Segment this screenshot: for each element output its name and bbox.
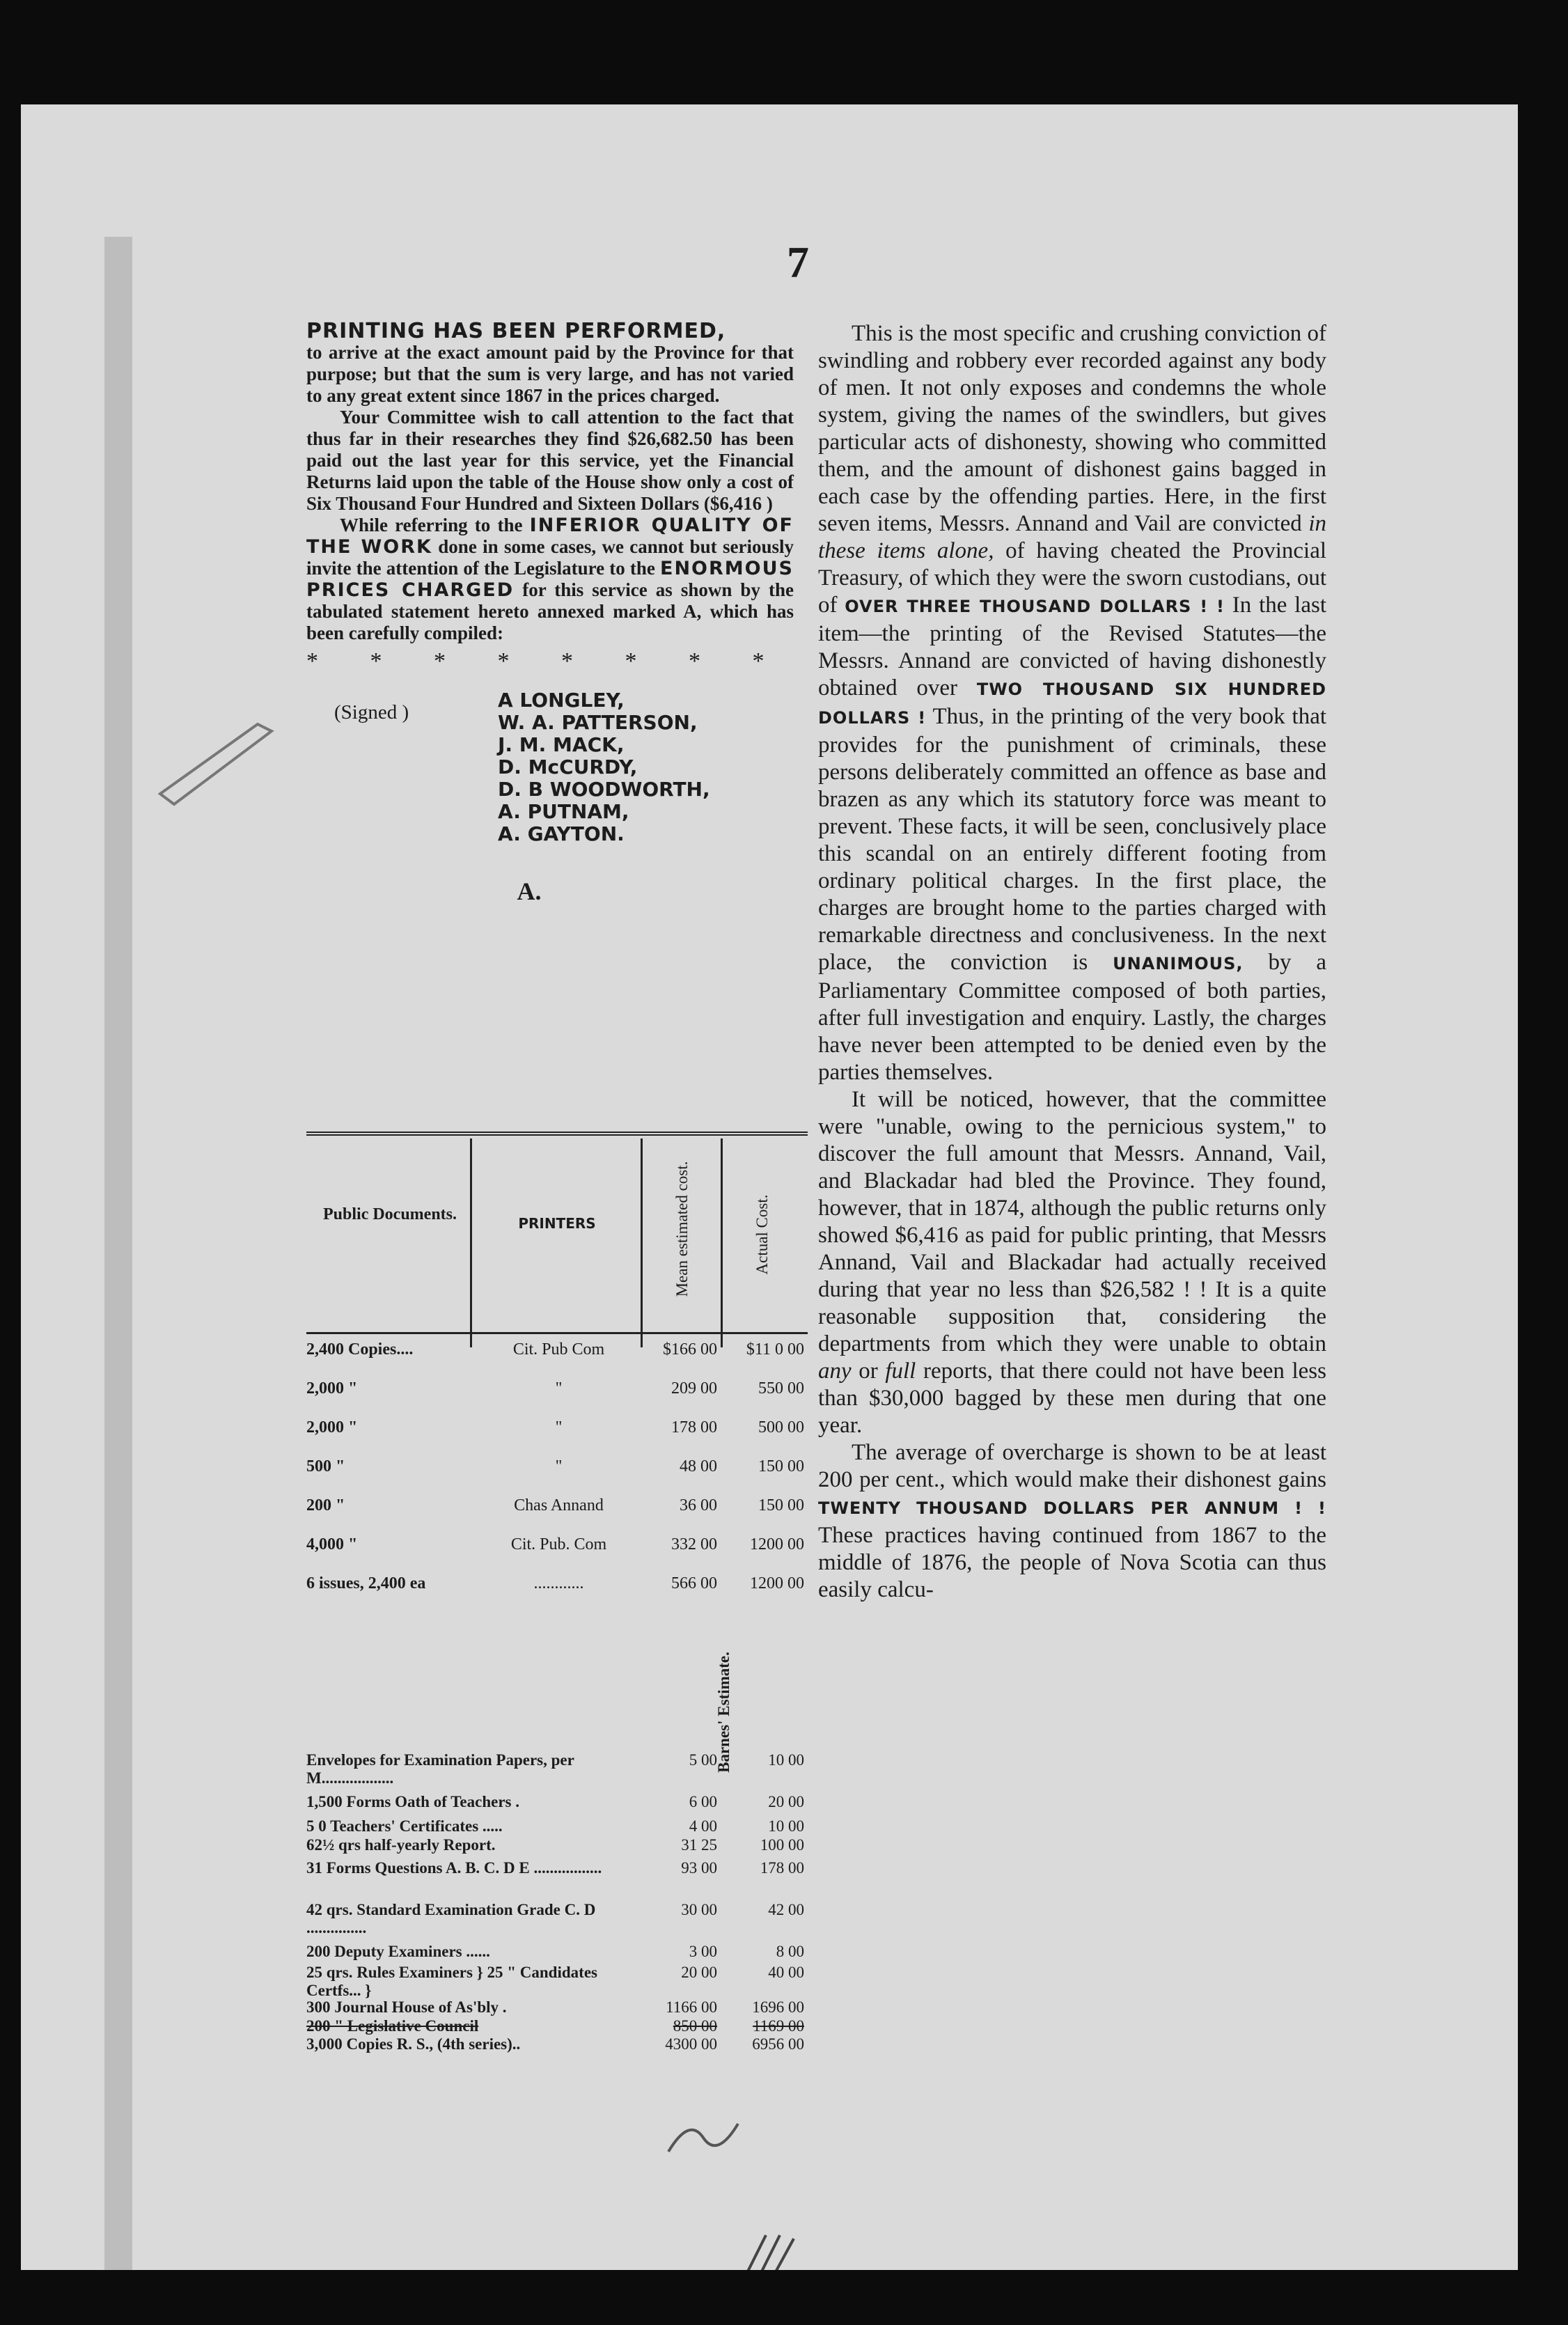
cell-estimated: 3 00: [689, 1943, 717, 1960]
table-top-rule: [306, 1132, 808, 1140]
cell-item: 3,000 Copies R. S., (4th series)..: [306, 2035, 521, 2053]
cell-printer: ": [555, 1457, 563, 1475]
enormous-prices-caps: ENORMOUS PRICES CHARGED: [306, 558, 794, 601]
p2-italic-full: full: [885, 1359, 916, 1384]
cell-document: 2,400 Copies....: [306, 1340, 414, 1359]
pencil-mark: [153, 710, 292, 808]
cell-actual: 10 00: [768, 1817, 804, 1835]
signer-name: J. M. MACK,: [498, 733, 625, 756]
table-row: [306, 1457, 808, 1485]
para3-text-c: for this service as shown by the tabulated statement hereto annexed marked A, which has been carefully compiled:: [306, 579, 794, 643]
cell-estimated: 6 00: [689, 1793, 717, 1810]
cell-item: 200 Deputy Examiners ......: [306, 1943, 490, 1960]
cell-estimated: 20 00: [681, 1964, 717, 1981]
inferior-quality-caps: INFERIOR QUALITY OF THE WORK: [306, 515, 794, 558]
cell-document: 2,000 ": [306, 1379, 358, 1398]
left-paragraph-1: to arrive at the exact amount paid by the Province for that purpose; but that the sum is very large, and has not varied to any great extent since 1867 in the prices charged.: [306, 342, 794, 406]
ink-scribble: [738, 2228, 808, 2270]
ink-scribble: [661, 2110, 745, 2166]
p1-text-b: of having cheated the Provincial Treasury, of which they were the sworn custodians, out of: [818, 538, 1327, 618]
p3-text-b: These practices having continued from 1867 to the middle of 1876, the people of Nova Scotia can thus easily calcu-: [818, 1523, 1326, 1602]
cell-item: 31 Forms Questions A. B. C. D E .................: [306, 1859, 602, 1877]
cell-actual: 1200 00: [750, 1535, 804, 1553]
schedule-letter: A.: [517, 877, 542, 905]
cell-actual: 6956 00: [752, 2035, 804, 2053]
schedule-a-table: [306, 1132, 808, 2058]
cell-estimated: 566 00: [671, 1574, 717, 1592]
cell-actual: 8 00: [776, 1943, 804, 1960]
signer-name: A LONGLEY,: [498, 689, 625, 712]
p2-text-b: or: [859, 1359, 878, 1384]
header-actual-cost: Actual Cost.: [753, 1194, 771, 1275]
cell-item: 5 0 Teachers' Certificates .....: [306, 1817, 503, 1835]
cell-estimated: 93 00: [681, 1859, 717, 1877]
cell-actual: 500 00: [758, 1418, 804, 1437]
page-fold-edge: [104, 237, 132, 2270]
heading-text: PRINTING HAS BEEN PERFORMED,: [306, 319, 726, 343]
left-paragraph-2: Your Committee wish to call attention to the fact that thus far in their researches they find $26,682.50 has been paid out the last year for this service, yet the Financial Returns laid upon the table of the House show only a cost of Six Thousand Four Hundred and Sixteen Dollars ($6,416 ): [306, 407, 794, 514]
p3-caps-twenty-thousand: TWENTY THOUSAND DOLLARS PER ANNUM ! !: [818, 1498, 1326, 1518]
right-paragraph-2: [818, 1086, 1326, 1439]
table-row: [306, 1496, 808, 1524]
left-heading: [306, 320, 794, 342]
signer-name: W. A. PATTERSON,: [498, 711, 698, 734]
cell-document: 6 issues, 2,400 ea: [306, 1574, 426, 1592]
cell-estimated: 4300 00: [665, 2035, 717, 2053]
ellipsis-stars: * * * * * * * *: [306, 648, 767, 674]
cell-estimated: 5 00: [689, 1751, 717, 1769]
p1-caps-two-thousand: TWO THOUSAND SIX HUNDRED DOLLARS !: [818, 680, 1327, 728]
signer-name: A. GAYTON.: [498, 822, 625, 845]
para3-text-a: While referring to the: [340, 515, 523, 535]
cell-printer: ": [555, 1379, 563, 1398]
header-public-documents: Public Documents.: [323, 1205, 457, 1223]
cell-actual: 150 00: [758, 1496, 804, 1514]
table-row: [306, 1379, 808, 1407]
cell-printer: Cit. Pub. Com: [510, 1535, 607, 1553]
p1-text-c: In the last item—the printing of the Revised Statutes—the Messrs. Annand are convicted of having dishonestly obtained over: [818, 593, 1326, 700]
column-divider: [721, 1138, 723, 1347]
p2-text-c: reports, that there could not have been less than $30,000 bagged by these men during that one year.: [818, 1359, 1326, 1438]
left-paragraph-3: [306, 515, 794, 644]
cell-actual: 550 00: [758, 1379, 804, 1398]
cell-document: 4,000 ": [306, 1535, 358, 1553]
cell-estimated: $166 00: [663, 1340, 717, 1359]
cell-item: 25 qrs. Rules Examiners } 25 " Candidates Certfs... }: [306, 1964, 597, 1999]
cell-estimated: 48 00: [680, 1457, 717, 1475]
column-divider: [641, 1138, 643, 1347]
header-barnes-estimate: Barnes' Estimate.: [715, 1652, 732, 1773]
cell-estimated: 178 00: [671, 1418, 717, 1437]
right-paragraph-3: [818, 1439, 1326, 1604]
p2-text-a: It will be noticed, however, that the committee were "unable, owing to the pernicious system," to discover the full amount that Messrs. Annand, Vail, and Blackadar had bled the Province. They found, however, that in 1874, although the public returns only showed $6,416 as paid for public printing, that Messrs Annand, Vail and Blackadar had actually received during that year no less than $26,582 ! ! It is a quite reasonable supposition that, considering the departments from which they were unable to obtain: [818, 1087, 1326, 1356]
right-column: [818, 320, 1326, 1604]
cell-actual: 150 00: [758, 1457, 804, 1475]
cell-document: 2,000 ": [306, 1418, 358, 1437]
cell-estimated: 209 00: [671, 1379, 717, 1398]
cell-estimated: 30 00: [681, 1901, 717, 1918]
cell-actual: $11 0 00: [746, 1340, 804, 1359]
cell-actual: 20 00: [768, 1793, 804, 1810]
p1-text-d: Thus, in the printing of the very book that provides for the punishment of criminals, these persons deliberately committed an offence as base and brazen as any which its statutory force was meant to prevent. These facts, it will be seen, conclusively place this scandal on an entirely different footing from ordinary political charges. In the first place, the charges are brought home to the parties charged with remarkable directness and conclusiveness. In the next place, the conviction is: [818, 704, 1327, 975]
signed-label: (Signed ): [334, 701, 409, 723]
cell-item: 1,500 Forms Oath of Teachers .: [306, 1793, 520, 1810]
table-row: [306, 1418, 808, 1446]
header-mean-estimated: Mean estimated cost.: [673, 1161, 691, 1297]
p1-text-a: This is the most specific and crushing conviction of swindling and robbery ever recorded against any body of men. It not only exposes and condemns the whole system, giving the names of the swindlers, but gives particular acts of dishonesty, showing who committed them, and the amount of dishonest gains bagged in each case by the offending parties. Here, in the first seven items, Messrs. Annand and Vail are convicted: [818, 321, 1326, 536]
para3-text-b: done in some cases, we cannot but seriously invite the attention of the Legislature to the: [306, 536, 794, 579]
left-column: [306, 320, 794, 906]
cell-actual: 100 00: [760, 1836, 804, 1854]
cell-item: 62½ qrs half-yearly Report.: [306, 1836, 496, 1854]
table-row: [306, 1340, 808, 1368]
right-paragraph-1: [818, 320, 1326, 1086]
p1-text-e: by a Parliamentary Committee composed of both parties, after full investigation and enquiry. Lastly, the charges have never been attempted to be denied even by the parties themselves.: [818, 950, 1327, 1085]
p2-italic-any: any: [818, 1359, 852, 1384]
cell-actual: 42 00: [768, 1901, 804, 1918]
p3-text-a: The average of overcharge is shown to be at least 200 per cent., which would make their dishonest gains: [818, 1440, 1326, 1492]
cell-item: Envelopes for Examination Papers, per M..................: [306, 1751, 574, 1787]
cell-actual: 1200 00: [750, 1574, 804, 1592]
cell-item: 200 " Legislative Council: [306, 2017, 479, 2035]
signer-name: A. PUTNAM,: [498, 800, 629, 823]
cell-estimated: 36 00: [680, 1496, 717, 1514]
cell-item: 42 qrs. Standard Examination Grade C. D ...............: [306, 1901, 596, 1936]
cell-document: 200 ": [306, 1496, 345, 1514]
cell-estimated: 31 25: [681, 1836, 717, 1854]
cell-printer: Cit. Pub Com: [512, 1340, 605, 1359]
signer-name: D. B WOODWORTH,: [498, 778, 710, 801]
signatures-block: [306, 689, 794, 863]
cell-actual: 1696 00: [752, 1998, 804, 2016]
cell-actual: 40 00: [768, 1964, 804, 1981]
cell-printer: ............: [533, 1574, 584, 1592]
p1-italic: in these items alone,: [818, 511, 1326, 563]
cell-estimated: 4 00: [689, 1817, 717, 1835]
cell-estimated: 1166 00: [666, 1998, 717, 2016]
page-number: 7: [787, 237, 809, 287]
p1-caps-unanimous: UNANIMOUS,: [1113, 954, 1244, 973]
cell-actual: 10 00: [768, 1751, 804, 1769]
table-row: [306, 1574, 808, 1602]
cell-estimated: 850 00: [673, 2017, 717, 2035]
cell-item: 300 Journal House of As'bly .: [306, 1998, 507, 2016]
table-header-rule: [306, 1332, 808, 1334]
cell-printer: Chas Annand: [514, 1496, 604, 1514]
table-row: [306, 1535, 808, 1563]
p1-caps-over-three-thousand: OVER THREE THOUSAND DOLLARS ! !: [845, 597, 1225, 616]
header-printers: PRINTERS: [518, 1215, 596, 1232]
cell-actual: 1169 00: [753, 2017, 804, 2035]
cell-document: 500 ": [306, 1457, 345, 1475]
cell-printer: ": [555, 1418, 563, 1437]
cell-estimated: 332 00: [671, 1535, 717, 1553]
column-divider: [470, 1138, 472, 1347]
cell-actual: 178 00: [760, 1859, 804, 1877]
signer-name: D. McCURDY,: [498, 756, 638, 778]
